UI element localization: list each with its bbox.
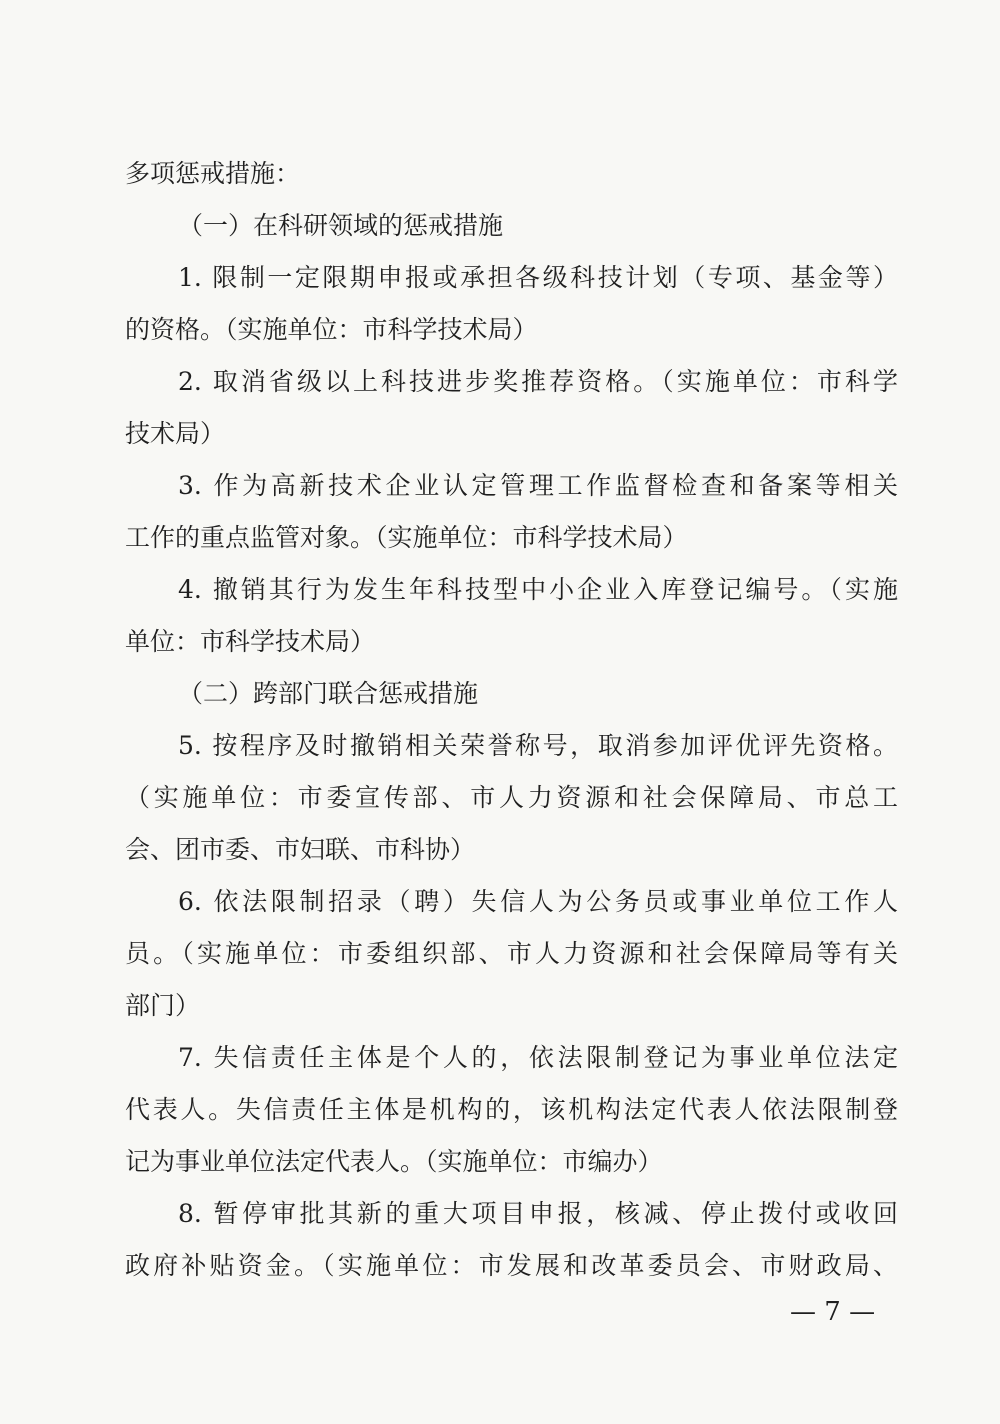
text-line: 多项惩戒措施： <box>125 159 301 188</box>
text-line: 工作的重点监管对象。（实施单位：市科学技术局） <box>125 523 688 552</box>
text-line: 5. 按程序及时撤销相关荣誉称号，取消参加评优评先资格。 <box>178 731 898 760</box>
text-line: 7. 失信责任主体是个人的，依法限制登记为事业单位法定 <box>178 1043 898 1072</box>
text-line: 6. 依法限制招录（聘）失信人为公务员或事业单位工作人 <box>178 887 898 916</box>
text-line: 单位：市科学技术局） <box>125 627 376 656</box>
text-line: 3. 作为高新技术企业认定管理工作监督检查和备案等相关 <box>178 471 898 500</box>
text-line: 8. 暂停审批其新的重大项目申报，核减、停止拨付或收回 <box>178 1199 898 1228</box>
text-line: 1. 限制一定限期申报或承担各级科技计划（专项、基金等） <box>178 263 898 292</box>
text-line: 2. 取消省级以上科技进步奖推荐资格。（实施单位：市科学 <box>178 367 898 396</box>
section-heading: （一）在科研领域的惩戒措施 <box>178 211 504 240</box>
text-line: 员。（实施单位：市委组织部、市人力资源和社会保障局等有关 <box>125 939 898 968</box>
text-line: 政府补贴资金。（实施单位：市发展和改革委员会、市财政局、 <box>125 1251 898 1280</box>
text-line: 代表人。失信责任主体是机构的，该机构法定代表人依法限制登 <box>125 1095 898 1124</box>
page-number: — 7 — <box>790 1297 876 1327</box>
text-line: 记为事业单位法定代表人。（实施单位：市编办） <box>125 1147 663 1176</box>
text-line: 会、团市委、市妇联、市科协） <box>125 835 476 864</box>
text-line: 4. 撤销其行为发生年科技型中小企业入库登记编号。（实施 <box>178 575 898 604</box>
section-heading: （二）跨部门联合惩戒措施 <box>178 679 479 708</box>
text-line: （实施单位：市委宣传部、市人力资源和社会保障局、市总工 <box>125 783 898 812</box>
text-line: 的资格。（实施单位：市科学技术局） <box>125 315 538 344</box>
text-line: 技术局） <box>125 419 226 448</box>
text-line: 部门） <box>125 991 201 1020</box>
